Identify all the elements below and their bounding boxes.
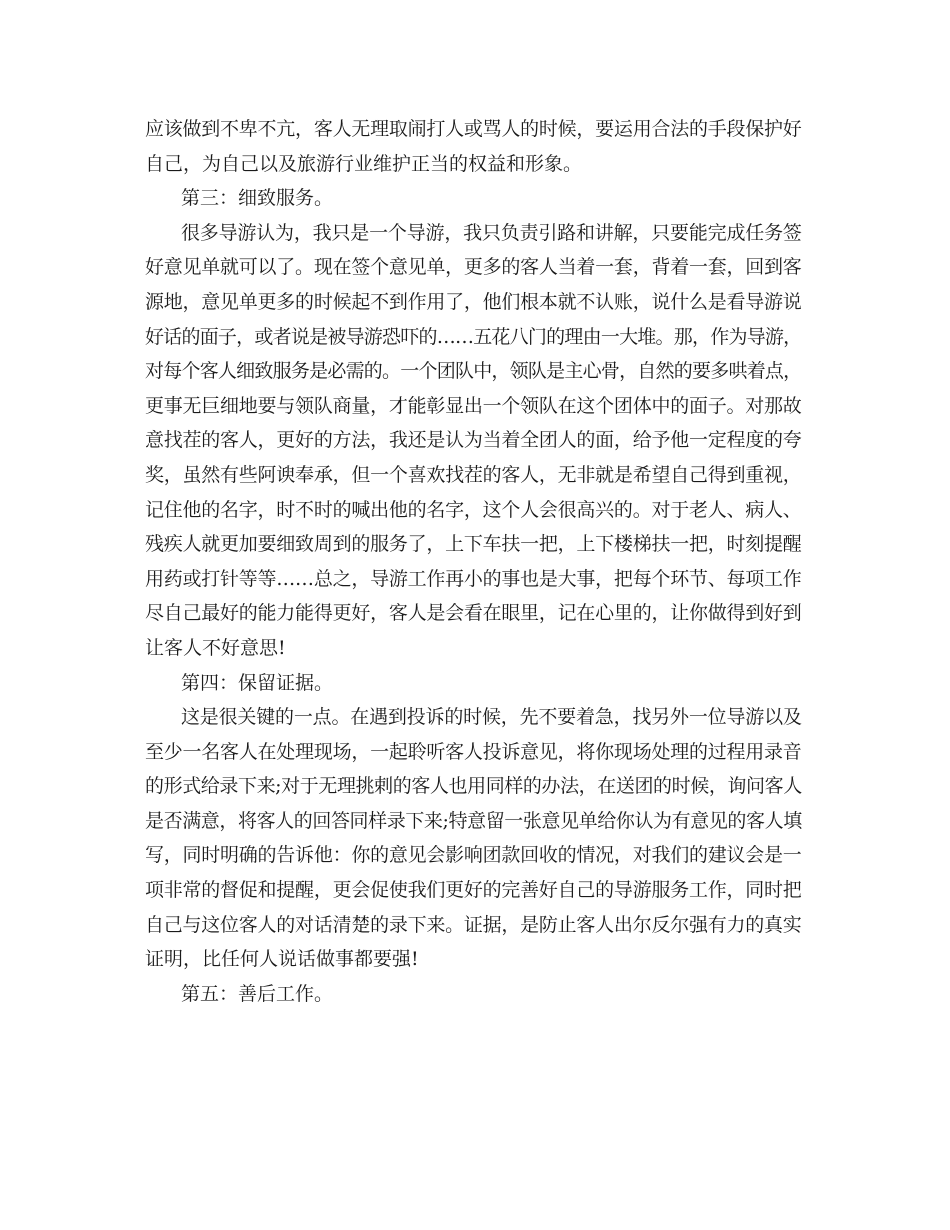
text-line: 对每个客人细致服务是必需的。一个团队中，领队是主心骨，自然的要多哄着点，: [145, 360, 802, 383]
text-line: 尽自己最好的能力能得更好，客人是会看在眼里，记在心里的，让你做得到好到: [145, 602, 802, 625]
paragraph-first-line: 第三：细致服务。: [181, 187, 334, 210]
text-line: 自己，为自己以及旅游行业维护正当的权益和形象。: [145, 152, 583, 175]
text-line: 奖，虽然有些阿谀奉承，但一个喜欢找茬的客人，无非就是希望自己得到重视，: [145, 463, 802, 486]
text-line: 是否满意，将客人的回答同样录下来;特意留一张意见单给你认为有意见的客人填: [145, 809, 802, 832]
text-line: 写，同时明确的告诉他：你的意见会影响团款回收的情况，对我们的建议会是一: [145, 844, 802, 867]
text-line: 更事无巨细地要与领队商量，才能彰显出一个领队在这个团体中的面子。对那故: [145, 394, 802, 417]
text-line: 至少一名客人在处理现场，一起聆听客人投诉意见，将你现场处理的过程用录音: [145, 740, 802, 763]
document-body: [145, 112, 805, 1011]
text-line: 的形式给录下来;对于无理挑剌的客人也用同样的办法，在送团的时候，询问客人: [145, 775, 802, 798]
text-line: 残疾人就更加要细致周到的服务了，上下车扶一把，上下楼梯扶一把，时刻提醒: [145, 533, 802, 556]
paragraph-first-line: 第五：善后工作。: [181, 982, 334, 1005]
paragraph-first-line: 第四：保留证据。: [181, 671, 334, 694]
text-line: 好意见单就可以了。现在签个意见单，更多的客人当着一套，背着一套，回到客: [145, 256, 802, 279]
text-line: 意找茬的客人，更好的方法，我还是认为当着全团人的面，给予他一定程度的夸: [145, 429, 802, 452]
text-line: 好话的面子，或者说是被导游恐吓的……五花八门的理由一大堆。那，作为导游，: [145, 325, 802, 348]
text-line: 自己与这位客人的对话清楚的录下来。证据，是防止客人出尔反尔强有力的真实: [145, 913, 802, 936]
text-line: 项非常的督促和提醒，更会促使我们更好的完善好自己的导游服务工作，同时把: [145, 879, 802, 902]
text-line: 记住他的名字，时不时的喊出他的名字，这个人会很高兴的。对于老人、病人、: [145, 498, 802, 521]
text-line: 让客人不好意思!: [145, 636, 286, 659]
text-line: 应该做到不卑不亢，客人无理取闹打人或骂人的时候，要运用合法的手段保护好: [145, 118, 802, 140]
paragraph-first-line: 这是很关键的一点。在遇到投诉的时候，先不要着急，找另外一位导游以及: [181, 706, 802, 729]
text-line: 用药或打针等等……总之，导游工作再小的事也是大事，把每个环节、每项工作: [145, 567, 802, 590]
text-line: 源地，意见单更多的时候起不到作用了，他们根本就不认账，说什么是看导游说: [145, 290, 802, 313]
paragraph-first-line: 很多导游认为，我只是一个导游，我只负责引路和讲解，只要能完成任务签: [181, 221, 802, 244]
text-line: 证明，比任何人说话做事都要强!: [145, 948, 419, 971]
